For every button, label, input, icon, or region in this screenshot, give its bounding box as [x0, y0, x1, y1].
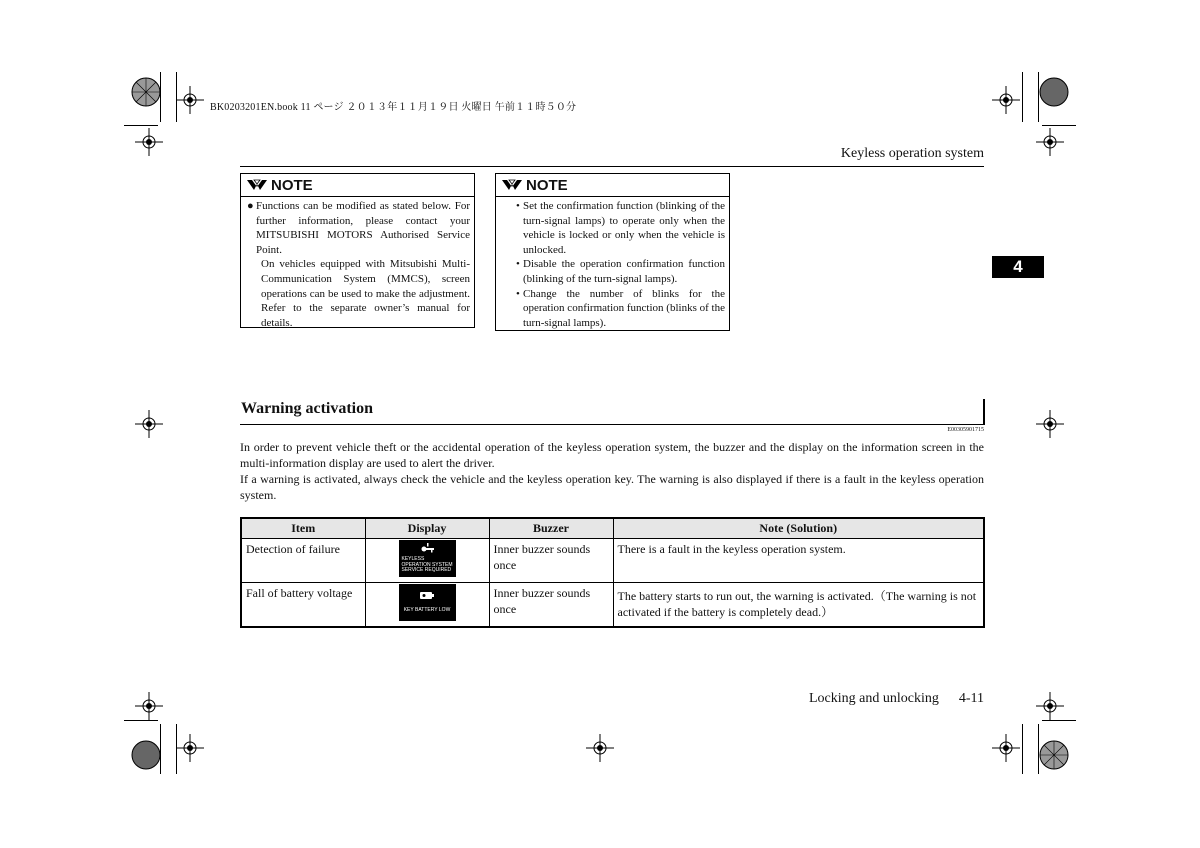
key-fault-icon	[421, 543, 435, 555]
note-box	[240, 173, 475, 328]
body-paragraph: If a warning is activated, always check the vehicle and the keyless operation key. The warning is also displayed if there is a fault in the keyless operation system.	[240, 472, 984, 502]
note-label: NOTE	[271, 176, 313, 194]
note-label: NOTE	[526, 176, 568, 194]
bullet: •	[516, 258, 520, 271]
note-header	[496, 174, 729, 197]
bullet: •	[516, 200, 520, 212]
section-title: Keyless operation system	[840, 146, 984, 161]
body-paragraph: In order to prevent vehicle theft or the accidental operation of the keyless operation system, the buzzer and the display on the information screen in the multi-information display are used to alert the driver.	[240, 440, 984, 470]
reference-code: E00305901715	[947, 427, 984, 433]
crosshair-mark-icon	[176, 734, 204, 762]
list-item	[516, 257, 725, 286]
display-cell	[365, 583, 489, 627]
header-rule	[240, 166, 984, 167]
note-body	[496, 197, 729, 330]
heading-rule	[240, 424, 985, 425]
crosshair-mark-icon	[135, 410, 163, 438]
table-row	[241, 583, 984, 627]
buzzer-cell: Inner buzzer sounds once	[489, 539, 613, 583]
heading-rule-end	[983, 399, 985, 425]
list-item	[247, 199, 470, 257]
crosshair-mark-icon	[992, 734, 1020, 762]
buzzer-cell: Inner buzzer sounds once	[489, 583, 613, 627]
crosshair-mark-icon	[1036, 410, 1064, 438]
note-text: On vehicles equipped with Mitsubishi Multi-Communication System (MMCS), screen operations can be used to make the adjustment. Refer to the separate owner’s manual for details.	[261, 258, 470, 329]
registration-mark-icon	[126, 72, 166, 112]
page-footer	[809, 691, 984, 707]
display-text: KEY BATTERY LOW	[403, 606, 451, 613]
note-body	[241, 197, 474, 330]
section-heading: Warning activation	[241, 400, 374, 417]
crosshair-mark-icon	[176, 86, 204, 114]
column-header: Item	[241, 518, 365, 539]
note-text: Disable the operation confirmation function (blinking of the turn-signal lamps).	[523, 258, 725, 285]
display-screen	[399, 540, 456, 577]
item-cell: Detection of failure	[241, 539, 365, 583]
display-text: KEYLESS OPERATION SYSTEM SERVICE REQUIRED	[401, 556, 453, 573]
table-row	[241, 539, 984, 583]
registration-mark-icon	[1034, 735, 1074, 775]
crosshair-mark-icon	[992, 86, 1020, 114]
column-header: Display	[365, 518, 489, 539]
display-cell	[365, 539, 489, 583]
chapter-tab: 4	[992, 256, 1044, 278]
note-icon	[501, 178, 523, 192]
bullet: ●	[247, 200, 254, 212]
warning-table	[240, 517, 985, 628]
page-number: 4-11	[958, 691, 984, 706]
registration-mark-icon	[126, 735, 166, 775]
note-text: Change the number of blinks for the operation confirmation function (blinks of the turn-signal lamps).	[523, 287, 725, 329]
list-item	[516, 199, 725, 257]
display-screen	[399, 584, 456, 621]
note-box	[495, 173, 730, 331]
table-header-row	[241, 518, 984, 539]
note-cell: The battery starts to run out, the warning is activated.（The warning is not activated if the battery is completely dead.）	[613, 583, 984, 627]
column-header: Note (Solution)	[613, 518, 984, 539]
bullet: •	[516, 287, 520, 300]
note-text: Set the confirmation function (blinking of the turn-signal lamps) to operate only when the vehicle is locked or only when the vehicle is unlocked.	[523, 200, 725, 256]
registration-mark-icon	[1034, 72, 1074, 112]
print-info: BK0203201EN.book 11 ページ ２０１３年１１月１９日 火曜日 午前１１時５０分	[210, 102, 577, 113]
list-item	[516, 287, 725, 331]
note-text: Functions can be modified as stated below. For further information, please contact your MITSUBISHI MOTORS Authorised Service Point.	[256, 200, 470, 256]
crosshair-mark-icon	[586, 734, 614, 762]
key-battery-icon	[419, 589, 435, 603]
crosshair-mark-icon	[1036, 692, 1064, 720]
column-header: Buzzer	[489, 518, 613, 539]
crosshair-mark-icon	[135, 692, 163, 720]
note-header	[241, 174, 474, 197]
note-cell: There is a fault in the keyless operation system.	[613, 539, 984, 583]
crosshair-mark-icon	[135, 128, 163, 156]
footer-chapter-name: Locking and unlocking	[808, 691, 939, 706]
item-cell: Fall of battery voltage	[241, 583, 365, 627]
crosshair-mark-icon	[1036, 128, 1064, 156]
note-icon	[246, 178, 268, 192]
